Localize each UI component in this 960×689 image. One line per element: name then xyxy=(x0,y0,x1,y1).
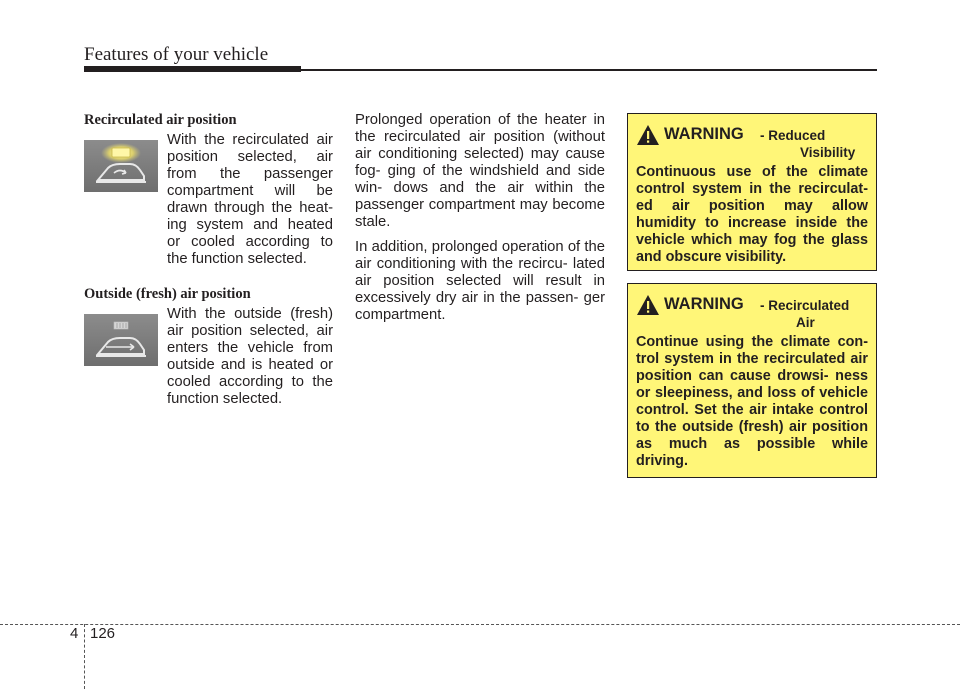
recirculated-description: With the recirculated air position selected, air from the passenger compartment will be drawn through the heat- ing system and heated or cooled according to the function selected. xyxy=(167,132,333,267)
outside-heading: Outside (fresh) air position xyxy=(84,286,251,302)
recirculated-air-icon xyxy=(84,140,158,192)
middle-paragraph-1: Prolonged operation of the heater in the recirculated air position (without air conditioning selected) may cause fog- ging of the windshield and side win- dows and the air within the passenger compartment may become stale. xyxy=(355,112,605,230)
page-number: 126 xyxy=(90,625,116,642)
middle-paragraph-2: In addition, prolonged operation of the air conditioning with the recircu- lated air position selected will result in excessively dry air in the passen- ger compartment. xyxy=(355,239,605,323)
warning-box-recirculated-air xyxy=(627,283,877,478)
warning-word: WARNING xyxy=(664,125,744,143)
header-rule-thick xyxy=(84,66,301,72)
warning-subtitle-line1: - Reduced xyxy=(760,128,826,143)
warning-triangle-icon xyxy=(636,124,660,146)
header-rule-thin xyxy=(301,69,877,71)
outside-air-icon xyxy=(84,314,158,366)
outside-description: With the outside (fresh) air position selected, air enters the vehicle from outside and is heated or cooled according to the function selected. xyxy=(167,306,333,407)
warning-header xyxy=(636,294,868,334)
warning-subtitle-line2: Visibility xyxy=(800,145,856,160)
warning-body: Continue using the climate con- trol system in the recirculated air position can cause drowsi- ness or sleepiness, and loss of vehicle control. Set the air intake control to the outside (fresh) air position as much as possible while driving. xyxy=(636,334,868,469)
middle-column xyxy=(355,112,605,332)
warning-triangle-icon xyxy=(636,294,660,316)
warning-header xyxy=(636,124,868,164)
footer-divider xyxy=(0,624,960,625)
warning-word: WARNING xyxy=(664,295,744,313)
footer-vertical-divider xyxy=(84,624,85,689)
warning-subtitle-line1: - Recirculated xyxy=(760,298,850,313)
warning-box-reduced-visibility xyxy=(627,113,877,271)
recirculated-heading: Recirculated air position xyxy=(84,112,237,128)
warning-subtitle-line2: Air xyxy=(796,315,815,330)
chapter-number: 4 xyxy=(70,625,79,642)
page-header-title: Features of your vehicle xyxy=(84,44,269,65)
warning-body: Continuous use of the climate control system in the recirculat- ed air position may allow humidity to increase inside the vehicle which may fog the glass and obscure visibility. xyxy=(636,164,868,265)
